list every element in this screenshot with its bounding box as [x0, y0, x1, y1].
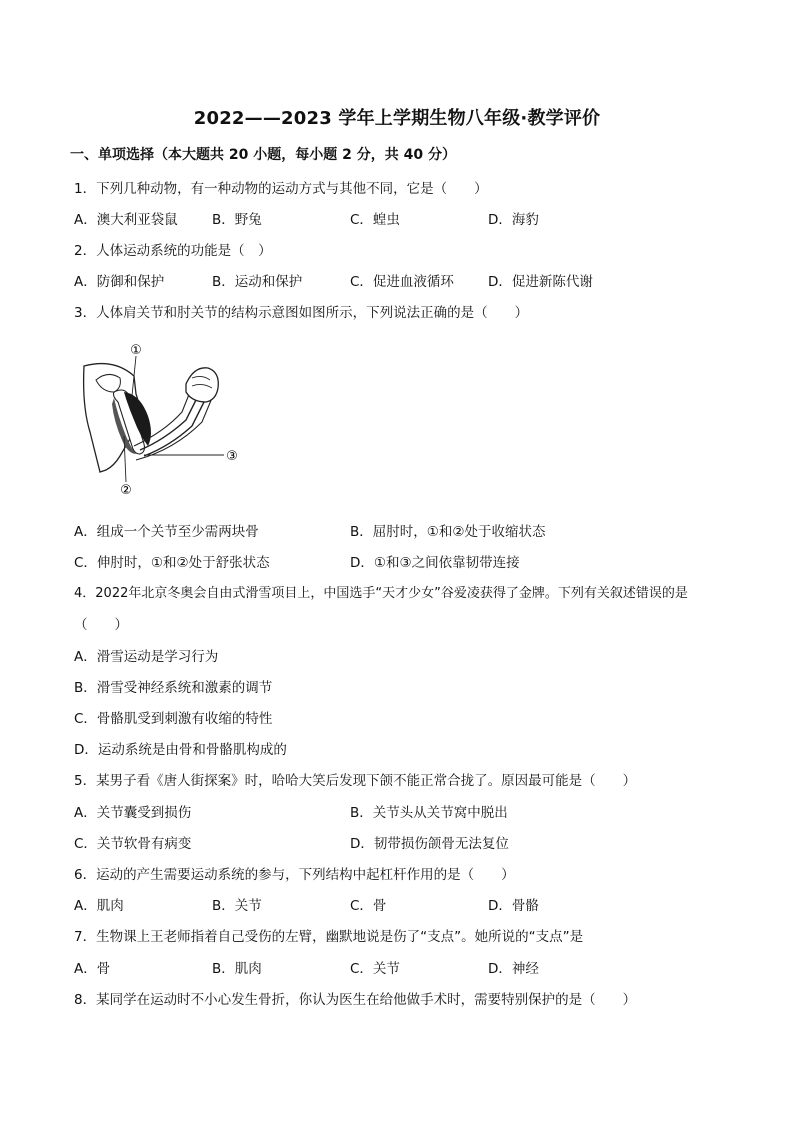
q1-option-d: D．海豹 [488, 212, 539, 228]
q4-option-a: A．滑雪运动是学习行为 [74, 649, 219, 665]
diagram-label-2: ② [120, 483, 132, 498]
q7-option-d: D．神经 [488, 961, 539, 977]
q2-option-c: C．促进血液循环 [350, 274, 454, 290]
arm-joint-diagram [74, 336, 244, 498]
question-5-stem: 5．某男子看《唐人街探案》时，哈哈大笑后发现下颌不能正常合拢了。原因最可能是（ ） [74, 773, 637, 789]
q2-option-b: B．运动和保护 [212, 274, 303, 290]
question-8-stem: 8．某同学在运动时不小心发生骨折，你认为医生在给他做手术时，需要特别保护的是（ ） [74, 992, 637, 1008]
q3-option-b: B．屈肘时，①和②处于收缩状态 [350, 524, 546, 540]
q3-option-c: C．伸肘时，①和②处于舒张状态 [74, 555, 270, 571]
q3-option-d: D．①和③之间依靠韧带连接 [350, 555, 520, 571]
q5-option-a: A．关节囊受到损伤 [74, 805, 192, 821]
diagram-label-1: ① [130, 343, 142, 358]
q7-option-a: A．骨 [74, 961, 111, 977]
question-4-stem: 4．2022年北京冬奥会自由式滑雪项目上，中国选手“天才少女”谷爱凌获得了金牌。下列有关叙述错误的是 [74, 586, 688, 601]
q1-option-b: B．野兔 [212, 212, 262, 228]
question-3-stem: 3．人体肩关节和肘关节的结构示意图如图所示，下列说法正确的是（ ） [74, 305, 529, 321]
question-4-stem-cont: （ ） [74, 617, 128, 633]
question-6-stem: 6．运动的产生需要运动系统的参与，下列结构中起杠杆作用的是（ ） [74, 867, 515, 883]
q3-option-a: A．组成一个关节至少需两块骨 [74, 524, 259, 540]
q4-option-b: B．滑雪受神经系统和激素的调节 [74, 680, 273, 696]
q5-option-d: D．韧带损伤颌骨无法复位 [350, 836, 509, 852]
q5-option-c: C．关节软骨有病变 [74, 836, 192, 852]
question-1-stem: 1．下列几种动物，有一种动物的运动方式与其他不同，它是（ ） [74, 181, 488, 197]
q6-option-a: A．肌肉 [74, 898, 124, 914]
q1-option-a: A．澳大利亚袋鼠 [74, 212, 178, 228]
q2-option-a: A．防御和保护 [74, 274, 165, 290]
q1-option-c: C．蝗虫 [350, 212, 400, 228]
doc-title: 2022——2023 学年上学期生物八年级·教学评价 [193, 108, 601, 129]
q7-option-c: C．关节 [350, 961, 400, 977]
question-7-stem: 7．生物课上王老师指着自己受伤的左臂，幽默地说是伤了“支点”。她所说的“支点”是 [74, 929, 584, 945]
q6-option-d: D．骨骼 [488, 898, 539, 914]
arm-joint-illustration [74, 336, 244, 498]
diagram-label-3: ③ [226, 449, 238, 464]
q2-option-d: D．促进新陈代谢 [488, 274, 593, 290]
q6-option-c: C．骨 [350, 898, 387, 914]
q4-option-d: D．运动系统是由骨和骨骼肌构成的 [74, 742, 287, 758]
q4-option-c: C．骨骼肌受到刺激有收缩的特性 [74, 711, 273, 727]
question-2-stem: 2．人体运动系统的功能是（ ） [74, 243, 272, 259]
q6-option-b: B．关节 [212, 898, 262, 914]
section-heading: 一、单项选择（本大题共 20 小题，每小题 2 分，共 40 分） [70, 147, 456, 163]
q5-option-b: B．关节头从关节窝中脱出 [350, 805, 508, 821]
q7-option-b: B．肌肉 [212, 961, 262, 977]
